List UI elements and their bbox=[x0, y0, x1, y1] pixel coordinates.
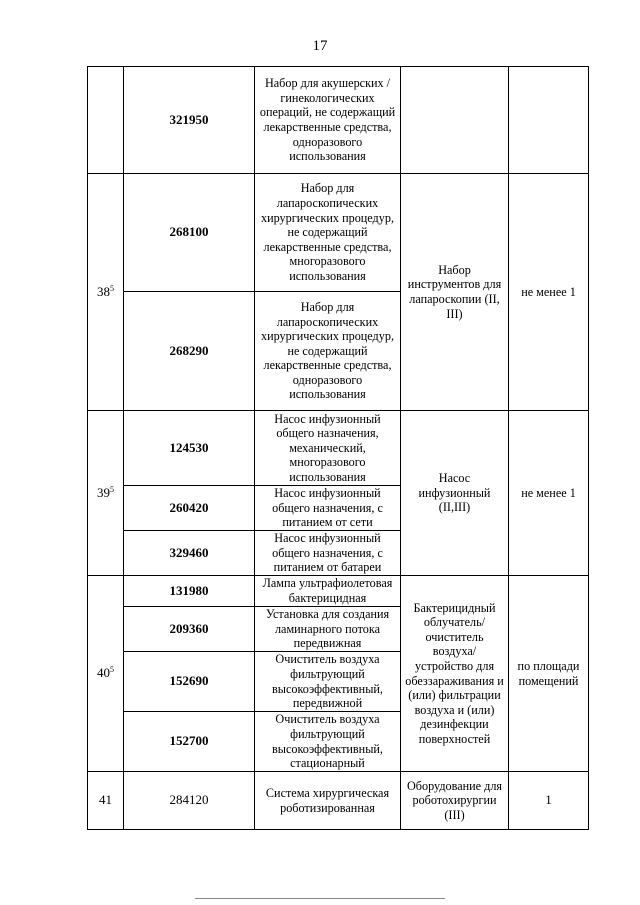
code-cell: 124530 bbox=[124, 411, 255, 486]
qty-cell: не менее 1 bbox=[509, 411, 589, 576]
type-cell: Оборудование для роботохирургии (III) bbox=[401, 772, 509, 830]
name-cell: Очиститель воздуха фильтрующий высокоэффективный, передвижной bbox=[255, 652, 401, 712]
code-cell: 284120 bbox=[124, 772, 255, 830]
row-number-cell bbox=[88, 67, 124, 174]
type-cell: Бактерицидный облучатель/ очиститель воздуха/ устройство для обеззараживания и (или) фильтрации воздуха и (или) дезинфекции поверхностей bbox=[401, 576, 509, 772]
name-cell: Насос инфузионный общего назначения, с питанием от сети bbox=[255, 486, 401, 531]
name-cell: Система хирургическая роботизированная bbox=[255, 772, 401, 830]
name-cell: Лампа ультрафиолетовая бактерицидная bbox=[255, 576, 401, 607]
code-cell: 268290 bbox=[124, 292, 255, 411]
qty-cell: по площади помещений bbox=[509, 576, 589, 772]
table-row bbox=[88, 411, 589, 486]
type-cell: Набор инструментов для лапароскопии (II, III) bbox=[401, 174, 509, 411]
scan-edge-line bbox=[195, 898, 445, 899]
row-number-cell: $40^5$ bbox=[88, 576, 124, 772]
row-number-cell: $39^5$ bbox=[88, 411, 124, 576]
code-cell: 321950 bbox=[124, 67, 255, 174]
name-cell: Установка для создания ламинарного потока передвижная bbox=[255, 607, 401, 652]
code-cell: 260420 bbox=[124, 486, 255, 531]
table-row bbox=[88, 174, 589, 292]
qty-cell: 1 bbox=[509, 772, 589, 830]
code-cell: 131980 bbox=[124, 576, 255, 607]
table-row bbox=[88, 576, 589, 607]
table-row bbox=[88, 67, 589, 174]
name-cell: Набор для лапароскопических хирургических процедур, не содержащий лекарственные средства, одноразового использования bbox=[255, 292, 401, 411]
equipment-table bbox=[87, 66, 589, 830]
name-cell: Набор для лапароскопических хирургических процедур, не содержащий лекарственные средства, многоразового использования bbox=[255, 174, 401, 292]
row-number-cell: 41 bbox=[88, 772, 124, 830]
table-row bbox=[88, 772, 589, 830]
page-number: 17 bbox=[312, 38, 328, 54]
qty-cell: не менее 1 bbox=[509, 174, 589, 411]
code-cell: 329460 bbox=[124, 531, 255, 576]
type-cell: Насос инфузионный (II,III) bbox=[401, 411, 509, 576]
name-cell: Насос инфузионный общего назначения, с питанием от батареи bbox=[255, 531, 401, 576]
code-cell: 152700 bbox=[124, 712, 255, 772]
qty-cell bbox=[509, 67, 589, 174]
type-cell bbox=[401, 67, 509, 174]
name-cell: Очиститель воздуха фильтрующий высокоэффективный, стационарный bbox=[255, 712, 401, 772]
code-cell: 209360 bbox=[124, 607, 255, 652]
code-cell: 152690 bbox=[124, 652, 255, 712]
name-cell: Набор для акушерских /гинекологических операций, не содержащий лекарственные средства, одноразового использования bbox=[255, 67, 401, 174]
code-cell: 268100 bbox=[124, 174, 255, 292]
name-cell: Насос инфузионный общего назначения, механический, многоразового использования bbox=[255, 411, 401, 486]
row-number-cell: $38^5$ bbox=[88, 174, 124, 411]
